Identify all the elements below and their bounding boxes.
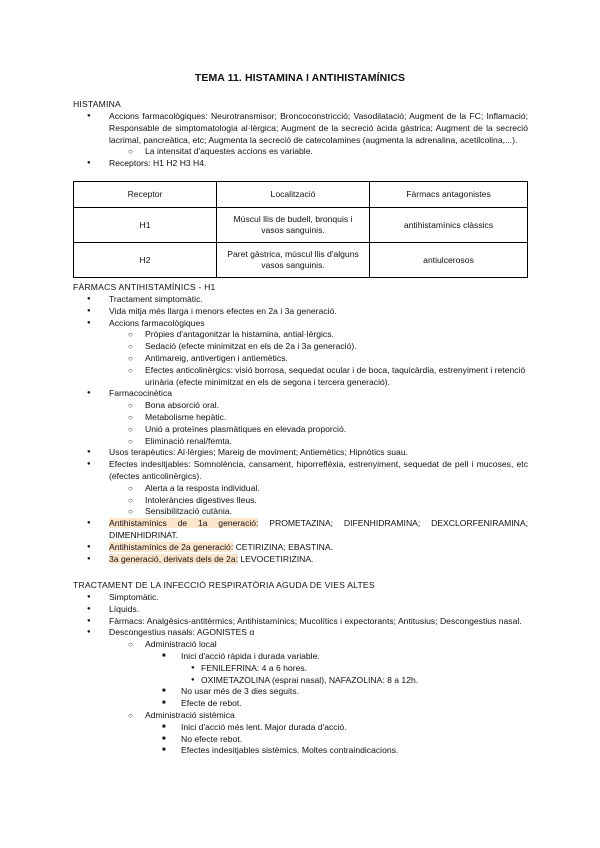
list-subsubitem: ■ No usar més de 3 dies seguits. (73, 686, 528, 698)
list-subsubitem: ■ Efectes indesitjables sistèmics. Moltes contraindicacions. (73, 745, 528, 757)
list-subsubitem: ■ Efecte de rebot. (73, 698, 528, 710)
list-subsubitem: ■ No efecte rebot. (73, 734, 528, 746)
generation-drugs: PROMETAZINA; DIFENHIDRAMINA; DEXCLORFENIRAMINA; DIMENHIDRINAT. (109, 518, 528, 540)
list-subitem: ○ Administració local (73, 639, 528, 651)
generation-drugs: LEVOCETIRIZINA. (238, 553, 314, 564)
histamina-list (73, 111, 528, 170)
list-subitem: ○ Pròpies d'antagonitzar la histamina, antial·lèrgics. (73, 329, 528, 341)
list-item: ● Simptomàtic. (73, 592, 528, 604)
list-subitem: ○ Sedació (efecte minimitzat en els de 2a i 3a generació). (73, 341, 528, 353)
list-subitem: ○ Antimareig, antivertigen i antiemètics. (73, 353, 528, 365)
list-item: ● Usos terapèutics: Al·lèrgies; Mareig de moviment; Antiemètics; Hipnòtics suau. (73, 447, 528, 459)
highlight-label: Antihistamínics de 1a generació: (109, 518, 259, 529)
generation-drugs: CETIRIZINA; EBASTINA. (233, 541, 334, 552)
table-cell: antihistamínics clàssics (370, 208, 528, 243)
list-item: ● Receptors: H1 H2 H3 H4. (73, 158, 528, 170)
list-subitem: ○ Alerta a la resposta individual. (73, 483, 528, 495)
list-subitem: ○ Unió a proteïnes plasmàtiques en elevada proporció. (73, 424, 528, 436)
list-item: ● Vida mitja més llarga i menors efectes en 2a i 3a generació. (73, 306, 528, 318)
highlight-label: Antihistamínics de 2a generació: (109, 541, 234, 552)
list-item-generation-2 (73, 542, 528, 554)
table-header: Receptor (74, 182, 217, 208)
list-item: ● Efectes indesitjables: Somnolència, cansament, hiporreflèxia, estrenyiment, sequedat de pell i mucoses, etc (efectes anticolinèrgics). (73, 459, 528, 483)
list-item: ● Descongestius nasals: AGONISTES α (73, 627, 528, 639)
page-title: TEMA 11. HISTAMINA I ANTIHISTAMÍNICS (194, 72, 406, 84)
farmacs-list (73, 294, 528, 565)
list-item: ● Accions farmacològiques (73, 318, 528, 330)
table-row (74, 208, 528, 243)
tractament-list (73, 592, 528, 757)
table-cell: antiulcerosos (370, 243, 528, 278)
list-subitem: ○ Administració sistèmica (73, 710, 528, 722)
list-subitem: ○ Sensibilització cutània. (73, 506, 528, 518)
table-header-row (74, 182, 528, 208)
list-subitem: ○ La intensitat d'aquestes accions es variable. (73, 146, 528, 158)
list-item: ● Fàrmacs: Analgèsics-antitèrmics; Antihistamínics; Mucolítics i expectorants; Antitusius; Descongestius nasal. (73, 616, 528, 628)
list-subitem: ○ Bona absorció oral. (73, 400, 528, 412)
table-row (74, 243, 528, 278)
list-level4-item: ● FENILEFRINA: 4 a 6 hores. (73, 663, 528, 675)
highlight-label: 3a generació, derivats dels de 2a: (109, 553, 238, 564)
table-cell: H2 (74, 243, 217, 278)
table-header: Localització (217, 182, 370, 208)
list-item-generation-1 (73, 518, 528, 542)
list-item: ● Líquids. (73, 604, 528, 616)
table-cell: Paret gàstrica, múscul llis d'alguns vasos sanguinis. (217, 243, 370, 278)
list-subitem: ○ Eliminació renal/femta. (73, 436, 528, 448)
list-subitem: ○ Intoleràncies digestives lleus. (73, 495, 528, 507)
section-heading-farmacs: FÀRMACS ANTIHISTAMÍNICS - H1 (73, 282, 216, 292)
table-header: Fàrmacs antagonistes (370, 182, 528, 208)
list-item: ● Farmacocinètica (73, 388, 528, 400)
list-subitem: ○ Metabolisme hepàtic. (73, 412, 528, 424)
list-level4-item: ● OXIMETAZOLINA (esprai nasal), NAFAZOLINA: 8 a 12h. (73, 675, 528, 687)
list-subitem: ○ Efectes anticolinèrgics: visió borrosa, sequedat ocular i de boca, taquicàrdia, estrenyiment i retenció urinària (efecte minimitzat en els de segona i tercera generació). (73, 365, 528, 389)
table-cell: Múscul llis de budell, bronquis i vasos sanguinis. (217, 208, 370, 243)
list-item: ● Tractament simptomàtic. (73, 294, 528, 306)
section-heading-histamina: HISTAMINA (73, 99, 121, 109)
table-cell: H1 (74, 208, 217, 243)
list-subsubitem: ■ Inici d'acció ràpida i durada variable. (73, 651, 528, 663)
list-item-generation-3 (73, 554, 528, 566)
list-subsubitem: ■ Inici d'acció més lent. Major durada d'acció. (73, 722, 528, 734)
receptors-table (73, 181, 528, 278)
list-item: ● Accions farmacològiques: Neurotransmisor; Broncoconstricció; Vasodilatació; Augment de la FC; Inflamació; Responsable de simptomatologia al·lèrgica; Augment de la secreció àcida gàstrica; Augment de la secreció lacrimal, pancreàtica, etc; Augmenta la secreció de catecolamines (augmenta la adrenalina, acetilcolina,...). (73, 111, 528, 146)
section-heading-tractament: TRACTAMENT DE LA INFECCIÓ RESPIRATÒRIA AGUDA DE VIES ALTES (73, 580, 375, 590)
